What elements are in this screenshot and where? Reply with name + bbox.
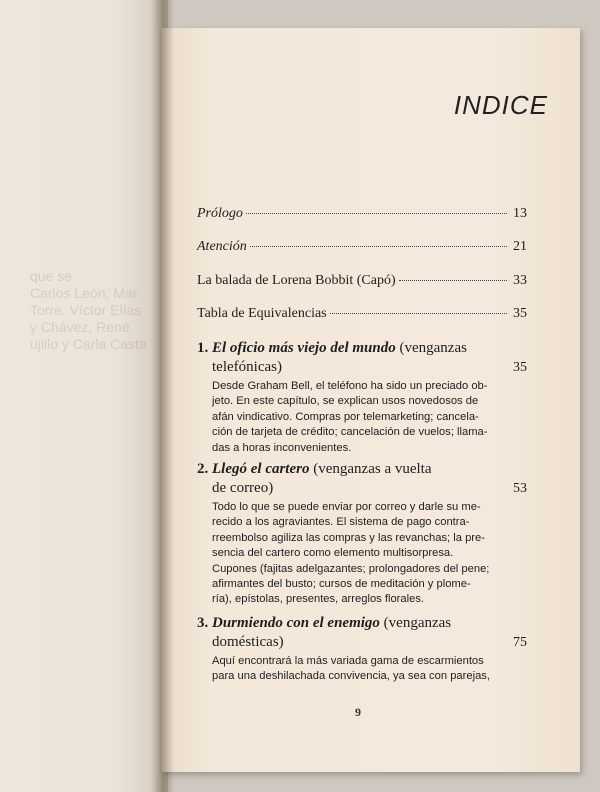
chapter-heading	[197, 460, 527, 498]
chapter-number: 1.	[197, 340, 209, 356]
left-page	[0, 0, 168, 792]
page-number: 9	[355, 705, 361, 719]
desc-line: ción de tarjeta de crédito; cancelación de vuelos; llama-	[212, 426, 488, 439]
toc-entry-page: 13	[513, 206, 527, 221]
chapter-subtitle: (venganzas a vuelta	[313, 461, 432, 477]
desc-line: Cupones (fajitas adelgazantes; prolongadores del pene;	[212, 562, 490, 575]
desc-line: afirmantes del busto; cursos de meditación y plome-	[212, 578, 471, 591]
bleed-line: que se	[30, 268, 73, 284]
chapter-number: 2.	[197, 461, 209, 477]
chapter-title: Durmiendo con el enemigo	[212, 615, 380, 631]
desc-line: das a horas inconvenientes.	[212, 441, 352, 454]
chapter-1	[197, 339, 527, 456]
chapter-page: 53	[513, 481, 527, 496]
toc-entry-title: Tabla de Equivalencias	[197, 306, 327, 321]
chapter-heading	[197, 614, 527, 652]
desc-line: jeto. En este capítulo, se explican usos novedosos de	[212, 395, 479, 408]
chapter-number: 3.	[197, 615, 209, 631]
chapter-subtitle-cont: de correo)	[212, 480, 274, 496]
chapter-description	[212, 500, 518, 608]
toc-entry-title: La balada de Lorena Bobbit (Capó)	[197, 273, 396, 288]
desc-line: ría), epístolas, presentes, arreglos florales.	[212, 593, 425, 606]
chapter-subtitle-cont: domésticas)	[212, 634, 284, 650]
bleed-line: Torre, Víctor Elías	[30, 302, 142, 318]
dot-leader	[399, 280, 507, 281]
toc-entry-page: 33	[513, 273, 527, 288]
desc-line: recido a los agraviantes. El sistema de pago contra-	[212, 516, 470, 529]
chapter-description	[212, 379, 518, 456]
toc-entry-title: Prólogo	[197, 206, 243, 221]
chapter-description	[212, 654, 518, 685]
desc-line: sencia del cartero como elemento multisorpresa.	[212, 547, 454, 560]
desc-line: Todo lo que se puede enviar por correo y darle su me-	[212, 501, 481, 513]
bleed-line: Carlos León, Mar	[30, 285, 138, 301]
toc-entry-page: 35	[513, 306, 527, 321]
toc-entry-page: 21	[513, 239, 527, 254]
toc-entry-title: Atención	[197, 239, 247, 254]
toc-entry-prologo	[197, 206, 527, 222]
chapter-subtitle-cont: telefónicas)	[212, 359, 282, 375]
desc-line: afán vindicativo. Compras por telemarketing; cancela-	[212, 410, 479, 423]
dot-leader	[330, 313, 507, 314]
toc-entry-atencion	[197, 239, 527, 255]
desc-line: Desde Graham Bell, el teléfono ha sido un preciado ob-	[212, 380, 488, 392]
dot-leader	[246, 213, 507, 214]
chapter-title: Llegó el cartero	[212, 461, 310, 477]
chapter-2	[197, 460, 527, 608]
desc-line: rreembolso agiliza las compras y las revanchas; la pre-	[212, 531, 485, 544]
chapter-subtitle: (venganzas	[383, 615, 452, 631]
desc-line: Aquí encontrará la más variada gama de escarmientos	[212, 655, 484, 667]
chapter-heading	[197, 339, 527, 377]
toc-entry-balada	[197, 273, 527, 289]
desc-line: para una deshilachada convivencia, ya sea con parejas,	[212, 670, 491, 683]
chapter-subtitle: (venganzas	[399, 340, 467, 356]
chapter-page: 75	[513, 635, 527, 650]
index-title: INDICE	[453, 90, 548, 120]
left-page-bleed-text	[30, 268, 160, 353]
book-gutter	[150, 0, 174, 792]
chapter-title: El oficio más viejo del mundo	[212, 340, 396, 356]
chapter-page: 35	[513, 360, 527, 375]
toc-entry-tabla	[197, 306, 527, 322]
bleed-line: ujillo y Carla Casta	[30, 336, 147, 352]
dot-leader	[250, 246, 507, 247]
bleed-line: y Chávez, René	[30, 319, 130, 335]
chapter-3	[197, 614, 527, 685]
